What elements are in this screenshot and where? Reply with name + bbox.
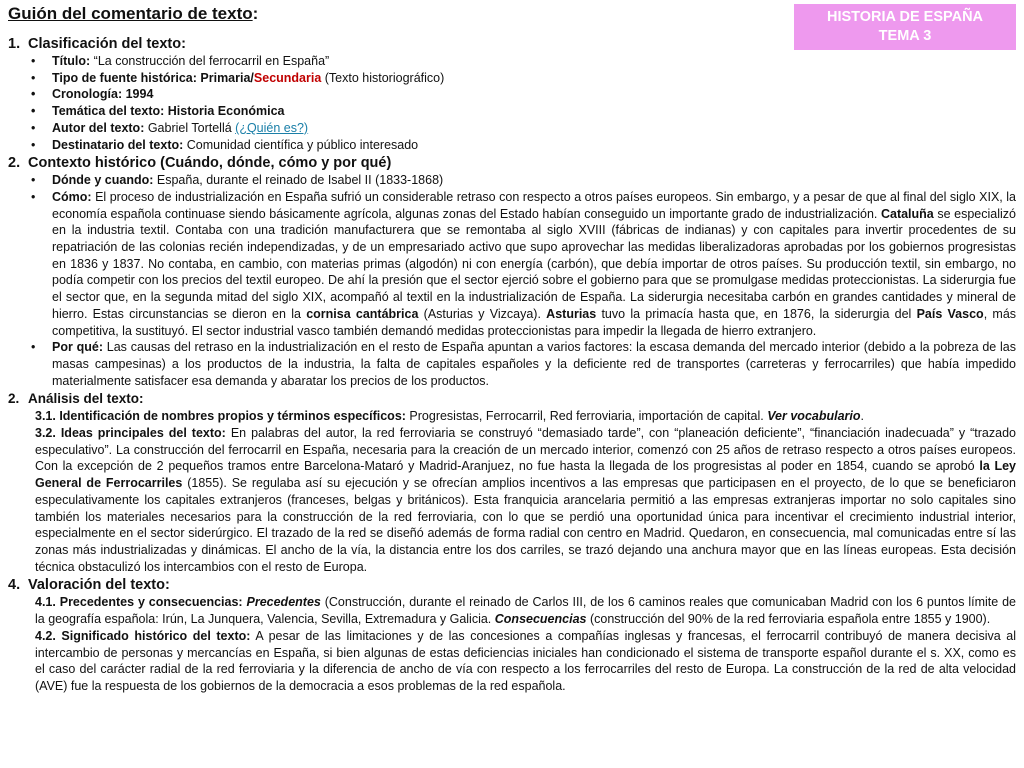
autor-value: Gabriel Tortellá	[144, 120, 236, 135]
tipo-highlight: Secundaria	[253, 70, 322, 85]
list-item-donde	[8, 172, 1016, 189]
section-3-number: 2.	[8, 391, 20, 407]
p32-text-2: (1855). Se regulaba así su ejecución y se ofrecían amplios incentivos a las empresas que participasen en el proyecto, de lo que se beneficiaron especulativamente los capitales extranjeros (franceses, belgas y británicos). Esta franquicia arancelaria permitió a las empresas extranjeras importar no solo capitales sino también los materiales necesarios para la construcción de la red ferroviaria, con lo que se perdió una oportunidad única para incentivar el crecimiento industrial interior, especialmente en el sector siderúrgico. El trazado de la red se diseñó además de forma radial con centro en Madrid. Quedaron, en consecuencia, mal comunicadas entre sí las zonas más industrializadas y dinámicas. El ancho de la vía, la distancia entre los dos carriles, se trazó dejando una anchura mayor que en las líneas europeas. Esta decisión técnica obstaculizó los intercambios con el resto de Europa.	[35, 476, 1016, 574]
p41-precedentes: Precedentes	[246, 595, 321, 610]
p31-ver-vocabulario: Ver vocabulario	[767, 409, 861, 424]
list-item-autor	[8, 120, 1016, 137]
paragraph-4-2	[8, 628, 1016, 695]
como-text-4: tuvo la primacía hasta que, en 1876, la siderurgia del	[596, 306, 917, 321]
como-cornisa: cornisa cantábrica	[306, 306, 419, 321]
titulo-label: Título:	[52, 54, 91, 68]
document-page	[8, 4, 1016, 695]
como-text-1: El proceso de industrialización en España sufrió un considerable retraso con respecto a otros países europeos. Sin embargo, y a pesar de que al final del siglo XIX, la economía española continuase siendo básicamente agrícola, algunas zonas del Estado habían conseguido un importante grado de industrialización.	[52, 189, 1016, 221]
donde-value: España, durante el reinado de Isabel II (1833-1868)	[153, 173, 444, 188]
section-4-title: Valoración del texto:	[28, 577, 170, 594]
titulo-value: “La construcción del ferrocarril en España”	[90, 54, 330, 68]
page-title-text: Guión del comentario de texto	[8, 4, 253, 23]
porque-value: Las causas del retraso en la industrialización en el resto de España apuntan a varios factores: la escasa demanda del mercado interior (debido a la pobreza de las masas campesinas) a los productos de la industria, la falta de capitales españoles y la deficiente red de transportes (carreteras y ferrocarriles) que había impedido materialmente satisfacer esa demanda y abaratar los precios de los productos.	[52, 340, 1016, 388]
donde-label: Dónde y cuando:	[52, 173, 154, 188]
p41-text-2: (construcción del 90% de la red ferroviaria española entre 1855 y 1900).	[586, 612, 991, 627]
destinatario-label: Destinatario del texto:	[52, 137, 184, 152]
badge-subject: HISTORIA DE ESPAÑA	[826, 9, 984, 25]
como-text-2: se especializó en la industria textil. Contaba con una tradición manufacturera que se remontaba al siglo XVIII (fábricas de indianas) y con capitales para invertir procedentes de su repatriación de las colonias recién independizadas, y de un empresariado activo que supo aprovechar las medidas liberalizadoras aprobadas por los gobiernos progresistas en 1836 y 1837. No contaba, en cambio, con materias primas (algodón) ni con energía (carbón), que debía importar de otros países. Su producción textil, sin embargo, no podía competir con los precios del textil europeo. De ahí la presión que el sector ejerció sobre el gobierno para que se promulgase medidas proteccionistas. La siderurgia fue el sector que, en la segunda mitad del siglo XIX, acompañó al textil en la industrialización de España. La siderurgia necesitaba carbón en grandes cantidades y mineral de hierro. Estas circunstancias se dieron en la	[52, 206, 1016, 321]
como-asturias: Asturias	[546, 306, 597, 321]
p41-text-1: (Construcción, durante el reinado de Carlos III, de los 6 caminos reales que comunicaban Madrid con los 6 puntos límite de la geografía española: Irún, La Junquera, Valencia, Sevilla, Extremadura y Galicia.	[35, 595, 1016, 627]
section-1-number: 1.	[8, 36, 21, 52]
destinatario-value: Comunidad científica y público interesado	[183, 137, 419, 152]
como-pais-vasco: País Vasco	[916, 306, 984, 321]
context-list	[8, 172, 1016, 389]
autor-label: Autor del texto:	[52, 120, 145, 135]
p32-label: 3.2. Ideas principales del texto:	[35, 426, 226, 441]
section-3-title: Análisis del texto:	[28, 391, 144, 407]
p42-label: 4.2. Significado histórico del texto:	[35, 628, 251, 643]
p32-text-1: En palabras del autor, la red ferroviaria se construyó “demasiado tarde”, con “planeación deficiente”, “financiación inadecuada” y “trazado especulativo”. La construcción del ferrocarril en España, necesaria para la creación de un mercado interior, comenzó con 25 años de retraso respecto a otros países europeos. Con la excepción de 2 pequeños tramos entre Barcelona-Mataró y Madrid-Aranjuez, no fue hasta la llegada de los progresistas al poder en 1854, cuando se aprobó	[35, 426, 1016, 474]
autor-link[interactable]: (¿Quién es?)	[235, 120, 309, 135]
list-item-titulo	[8, 53, 1016, 70]
p31-label: 3.1. Identificación de nombres propios y términos específicos:	[35, 409, 406, 424]
list-item-destinatario	[8, 137, 1016, 154]
como-cataluna: Cataluña	[880, 206, 934, 221]
p42-value: A pesar de las limitaciones y de las concesiones a compañías inglesas y francesas, el ferrocarril contribuyó de manera decisiva al intercambio de personas y mercancías en España, si bien algunas de estas deficiencias iniciales han condicionado el sistema de transporte español durante el s. XX, como es el caso del carácter radial de la red ferroviaria y la diferencia de ancho de vía con respecto a los ferrocarriles del resto de Europa. La construcción de la red de alta velocidad (AVE) fue la respuesta de los gobiernos de la democracia a esos problemas de la red española.	[35, 628, 1016, 693]
badge-topic: TEMA 3	[878, 28, 932, 44]
tipo-rest: (Texto historiográfico)	[321, 70, 445, 85]
subject-badge	[794, 4, 1016, 50]
p31-value: Progresistas, Ferrocarril, Red ferroviaria, importación de capital.	[405, 409, 768, 424]
tematica-text: Temática del texto: Historia Económica	[52, 104, 285, 119]
tipo-label: Tipo de fuente histórica: Primaria/	[52, 70, 254, 85]
list-item-porque	[8, 339, 1016, 389]
p31-end: .	[860, 409, 864, 424]
section-4-number: 4.	[8, 577, 21, 594]
list-item-como	[8, 189, 1016, 339]
section-4-heading	[8, 576, 1016, 594]
section-1-title: Clasificación del texto:	[28, 36, 186, 52]
paragraph-4-1	[8, 594, 1016, 627]
section-2-title: Contexto histórico (Cuándo, dónde, cómo y por qué)	[28, 155, 392, 172]
classification-list	[8, 53, 1016, 153]
p41-consecuencias: Consecuencias	[494, 612, 587, 627]
section-2-number: 2.	[8, 155, 21, 172]
paragraph-3-1	[8, 408, 1016, 425]
list-item-tipo	[8, 70, 1016, 87]
list-item-cronologia	[8, 86, 1016, 103]
como-text-5: , más competitiva, la sustituyó. El sector industrial vasco también demandó medidas proteccionistas para impedir la llegada de hierro extranjero.	[52, 306, 1017, 338]
p41-label: 4.1. Precedentes y consecuencias:	[35, 595, 243, 610]
page-title-colon: :	[252, 4, 259, 23]
list-item-tematica	[8, 103, 1016, 120]
paragraph-3-2	[8, 425, 1016, 575]
section-3-heading	[8, 390, 1016, 408]
porque-label: Por qué:	[52, 340, 103, 355]
cronologia-text: Cronología: 1994	[52, 87, 154, 102]
p32-ley: la Ley General de Ferrocarriles	[35, 459, 1017, 491]
como-label: Cómo:	[52, 189, 92, 204]
como-text-3: (Asturias y Vizcaya).	[418, 306, 547, 321]
section-2-heading	[8, 154, 1016, 172]
